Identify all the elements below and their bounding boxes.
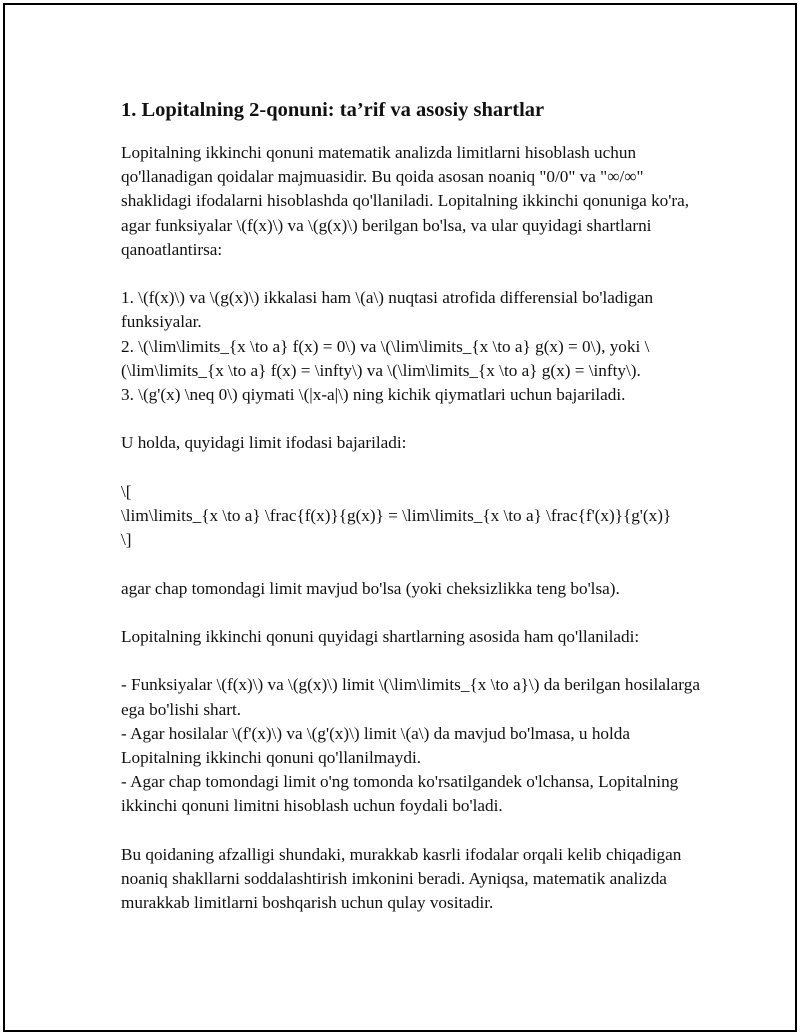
- section-heading: 1. Lopitalning 2-qonuni: ta’rif va asosiy shartlar: [121, 99, 545, 121]
- document-content: [121, 97, 701, 916]
- body-text: Lopitalning ikkinchi qonuni matematik analizda limitlarni hisoblash uchun qo'llanadigan qoidalar majmuasidir. Bu qoida asosan noaniq "0/0" va "∞/∞" shaklidagi ifodalarni hisoblashda qo'llaniladi. Lopitalning ikkinchi qonuniga ko'ra, agar funksiyalar \(f(x)\) va \(g(x)\) berilgan bo'lsa, va ular quyidagi shartlarni qanoatlantirsa: 1. \(f(x)\) va \(g(x)\) ikkalasi ham \(a\) nuqtasi atrofida differensial bo'ladigan funksiyalar. 2. \(\lim\limits_{x \to a} f(x) = 0\) va \(\lim\limits_{x \to a} g(x) = 0\), yoki \(\lim\limits_{x \to a} f(x) = \infty\) va \(\lim\limits_{x \to a} g(x) = \infty\). 3. \(g'(x) \neq 0\) qiymati \(|x-a|\) ning kichik qiymatlari uchun bajariladi. U holda, quyidagi limit ifodasi bajariladi: \[ \lim\limits_{x \to a} \frac{f(x)}{g(x)} = \lim\limits_{x \to a} \frac{f'(x)}{g'(x)} \] agar chap tomondagi limit mavjud bo'lsa (yoki cheksizlikka teng bo'lsa). Lopitalning ikkinchi qonuni quyidagi shartlarning asosida ham qo'llaniladi: - Funksiyalar \(f(x)\) va \(g(x)\) limit \(\lim\limits_{x \to a}\) da berilgan hosilalarga ega bo'lishi shart. - Agar hosilalar \(f'(x)\) va \(g'(x)\) limit \(a\) da mavjud bo'lmasa, u holda Lopitalning ikkinchi qonuni qo'llanilmaydi. - Agar chap tomondagi limit o'ng tomonda ko'rsatilgandek o'lchansa, Lopitalning ikkinchi qonuni limitni hisoblash uchun foydali bo'ladi. Bu qoidaning afzalligi shundaki, murakkab kasrli ifodalar orqali kelib chiqadigan noaniq shakllarni soddalashtirish imkonini beradi. Ayniqsa, matematik analizda murakkab limitlarni boshqarish uchun qulay vositadir.: [121, 143, 700, 913]
- document-page: [3, 3, 797, 1032]
